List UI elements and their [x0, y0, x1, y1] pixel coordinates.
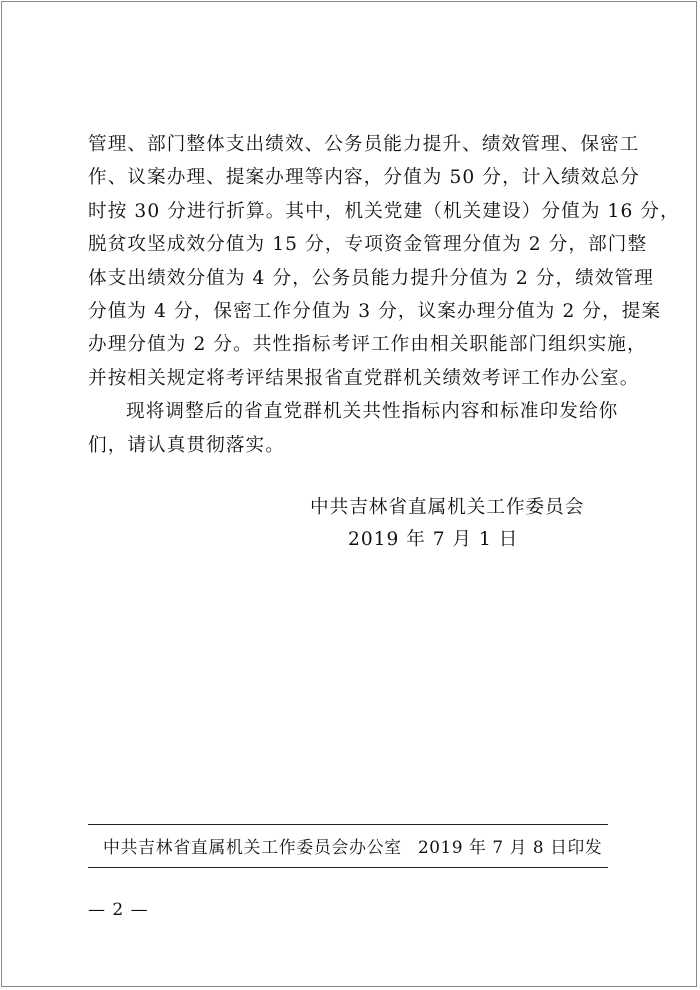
body-line: 办理分值为 2 分。共性指标考评工作由相关职能部门组织实施， — [88, 334, 647, 356]
body-line: 并按相关规定将考评结果报省直党群机关绩效考评工作办公室。 — [88, 367, 640, 389]
document-body — [88, 128, 680, 462]
footer-issuer: 中共吉林省直属机关工作委员会办公室 — [103, 837, 402, 857]
footer-bottom-rule — [88, 867, 608, 868]
body-line: 分值为 4 分，保密工作分值为 3 分，议案办理分值为 2 分，提案 — [88, 300, 662, 322]
footer-issue-date: 2019 年 7 月 8 日印发 — [418, 837, 603, 857]
signature-date: 2019 年 7 月 1 日 — [348, 529, 519, 550]
body-line: 们，请认真贯彻落实。 — [88, 434, 285, 456]
body-line: 管理、部门整体支出绩效、公务员能力提升、绩效管理、保密工 — [88, 134, 640, 155]
body-line: 时按 30 分进行折算。其中，机关党建（机关建设）分值为 16 分， — [88, 200, 680, 222]
body-line: 体支出绩效分值为 4 分，公务员能力提升分值为 2 分，绩效管理 — [88, 267, 654, 289]
footer-top-rule — [88, 824, 608, 825]
signature-organization: 中共吉林省直属机关工作委员会 — [310, 497, 585, 518]
body-line: 作、议案办理、提案办理等内容，分值为 50 分，计入绩效总分 — [88, 167, 640, 189]
body-line: 脱贫攻坚成效分值为 15 分，专项资金管理分值为 2 分，部门整 — [88, 234, 648, 256]
page-number: — 2 — — [88, 900, 149, 920]
body-line-paragraph-start: 现将调整后的省直党群机关共性指标内容和标准印发给你 — [126, 401, 619, 423]
